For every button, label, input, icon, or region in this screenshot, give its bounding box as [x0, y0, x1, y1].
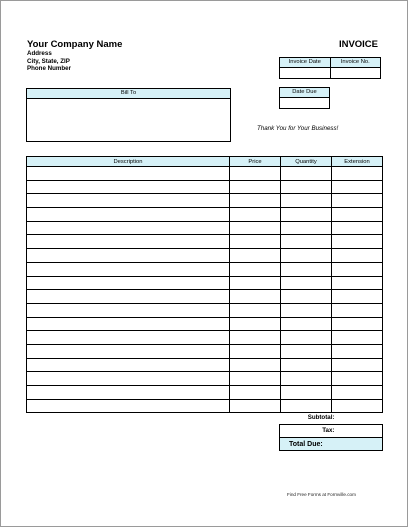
total-due-label: Total Due: [280, 438, 338, 451]
cell-price[interactable] [230, 208, 281, 222]
table-row [27, 344, 383, 358]
cell-price[interactable] [230, 262, 281, 276]
bill-to-label: Bill To [27, 89, 230, 99]
company-name: Your Company Name [27, 39, 123, 50]
cell-price[interactable] [230, 372, 281, 386]
header-extension: Extension [332, 157, 383, 167]
cell-description[interactable] [27, 208, 230, 222]
cell-price[interactable] [230, 344, 281, 358]
table-row [27, 262, 383, 276]
thanks-message: Thank You for Your Business! [257, 125, 339, 132]
cell-price[interactable] [230, 290, 281, 304]
cell-quantity[interactable] [281, 180, 332, 194]
cell-price[interactable] [230, 249, 281, 263]
total-due-field[interactable] [338, 438, 383, 451]
cell-extension[interactable] [332, 194, 383, 208]
header-quantity: Quantity [281, 157, 332, 167]
footer-text: Find Free Forms at Formville.com [287, 492, 356, 497]
header-price: Price [230, 157, 281, 167]
tax-row [280, 424, 383, 437]
cell-price[interactable] [230, 167, 281, 181]
table-row [27, 194, 383, 208]
tax-label: Tax: [280, 424, 338, 437]
date-due-box [279, 87, 330, 109]
cell-description[interactable] [27, 317, 230, 331]
invoice-no-field[interactable] [331, 68, 381, 78]
cell-description[interactable] [27, 221, 230, 235]
cell-quantity[interactable] [281, 344, 332, 358]
cell-extension[interactable] [332, 386, 383, 400]
cell-quantity[interactable] [281, 208, 332, 222]
cell-description[interactable] [27, 303, 230, 317]
cell-quantity[interactable] [281, 167, 332, 181]
cell-description[interactable] [27, 276, 230, 290]
cell-description[interactable] [27, 386, 230, 400]
company-city-state-zip: City, State, ZIP [27, 57, 70, 65]
table-row [27, 167, 383, 181]
table-row [27, 276, 383, 290]
company-phone: Phone Number [27, 65, 72, 73]
cell-quantity[interactable] [281, 235, 332, 249]
cell-quantity[interactable] [281, 317, 332, 331]
table-row [27, 303, 383, 317]
invoice-title: INVOICE [338, 39, 378, 50]
cell-extension[interactable] [332, 290, 383, 304]
table-row [27, 208, 383, 222]
invoice-no-label: Invoice No. [331, 58, 381, 68]
cell-price[interactable] [230, 317, 281, 331]
cell-quantity[interactable] [281, 221, 332, 235]
table-row [27, 372, 383, 386]
cell-price[interactable] [230, 235, 281, 249]
cell-quantity[interactable] [281, 372, 332, 386]
cell-price[interactable] [230, 221, 281, 235]
cell-extension[interactable] [332, 208, 383, 222]
cell-extension[interactable] [332, 303, 383, 317]
cell-description[interactable] [27, 249, 230, 263]
invoice-date-label: Invoice Date [280, 58, 330, 68]
cell-description[interactable] [27, 372, 230, 386]
cell-extension[interactable] [332, 180, 383, 194]
cell-description[interactable] [27, 235, 230, 249]
header-description: Description [27, 157, 230, 167]
company-block [27, 39, 122, 73]
line-items-header-row [27, 157, 383, 167]
cell-description[interactable] [27, 331, 230, 345]
cell-quantity[interactable] [281, 358, 332, 372]
invoice-no-column [330, 58, 381, 78]
invoice-date-field[interactable] [280, 68, 330, 78]
cell-description[interactable] [27, 262, 230, 276]
line-items-body [27, 167, 383, 413]
cell-extension[interactable] [332, 317, 383, 331]
subtotal-label: Subtotal: [307, 413, 335, 421]
cell-description[interactable] [27, 399, 230, 413]
cell-extension[interactable] [332, 358, 383, 372]
total-due-row [280, 438, 383, 451]
cell-extension[interactable] [332, 372, 383, 386]
cell-quantity[interactable] [281, 249, 332, 263]
cell-description[interactable] [27, 180, 230, 194]
totals-table [279, 411, 383, 451]
cell-description[interactable] [27, 167, 230, 181]
date-due-label: Date Due [280, 88, 329, 98]
table-row [27, 331, 383, 345]
cell-extension[interactable] [332, 235, 383, 249]
tax-field[interactable] [338, 424, 383, 437]
cell-extension[interactable] [332, 344, 383, 358]
cell-extension[interactable] [332, 276, 383, 290]
invoice-date-number-box [279, 57, 381, 79]
table-row [27, 358, 383, 372]
table-row [27, 235, 383, 249]
bill-to-field[interactable] [27, 99, 230, 141]
cell-quantity[interactable] [281, 290, 332, 304]
cell-extension[interactable] [332, 262, 383, 276]
company-address: Address [27, 50, 52, 57]
cell-price[interactable] [230, 303, 281, 317]
subtotal-row [280, 411, 383, 424]
date-due-field[interactable] [280, 98, 329, 108]
cell-price[interactable] [230, 194, 281, 208]
cell-extension[interactable] [332, 167, 383, 181]
cell-quantity[interactable] [281, 276, 332, 290]
cell-description[interactable] [27, 290, 230, 304]
cell-extension[interactable] [332, 331, 383, 345]
table-row [27, 221, 383, 235]
cell-quantity[interactable] [281, 386, 332, 400]
table-row [27, 180, 383, 194]
cell-quantity[interactable] [281, 262, 332, 276]
cell-price[interactable] [230, 399, 281, 413]
cell-description[interactable] [27, 344, 230, 358]
cell-description[interactable] [27, 358, 230, 372]
invoice-date-column [280, 58, 330, 78]
cell-price[interactable] [230, 331, 281, 345]
cell-price[interactable] [230, 358, 281, 372]
cell-quantity[interactable] [281, 331, 332, 345]
table-row [27, 386, 383, 400]
line-items-table [26, 156, 383, 413]
table-row [27, 317, 383, 331]
cell-quantity[interactable] [281, 303, 332, 317]
cell-extension[interactable] [332, 249, 383, 263]
cell-extension[interactable] [332, 221, 383, 235]
cell-price[interactable] [230, 180, 281, 194]
bill-to-box [26, 88, 231, 142]
cell-quantity[interactable] [281, 194, 332, 208]
cell-price[interactable] [230, 276, 281, 290]
subtotal-field[interactable] [338, 411, 383, 424]
cell-price[interactable] [230, 386, 281, 400]
table-row [27, 290, 383, 304]
table-row [27, 249, 383, 263]
cell-description[interactable] [27, 194, 230, 208]
